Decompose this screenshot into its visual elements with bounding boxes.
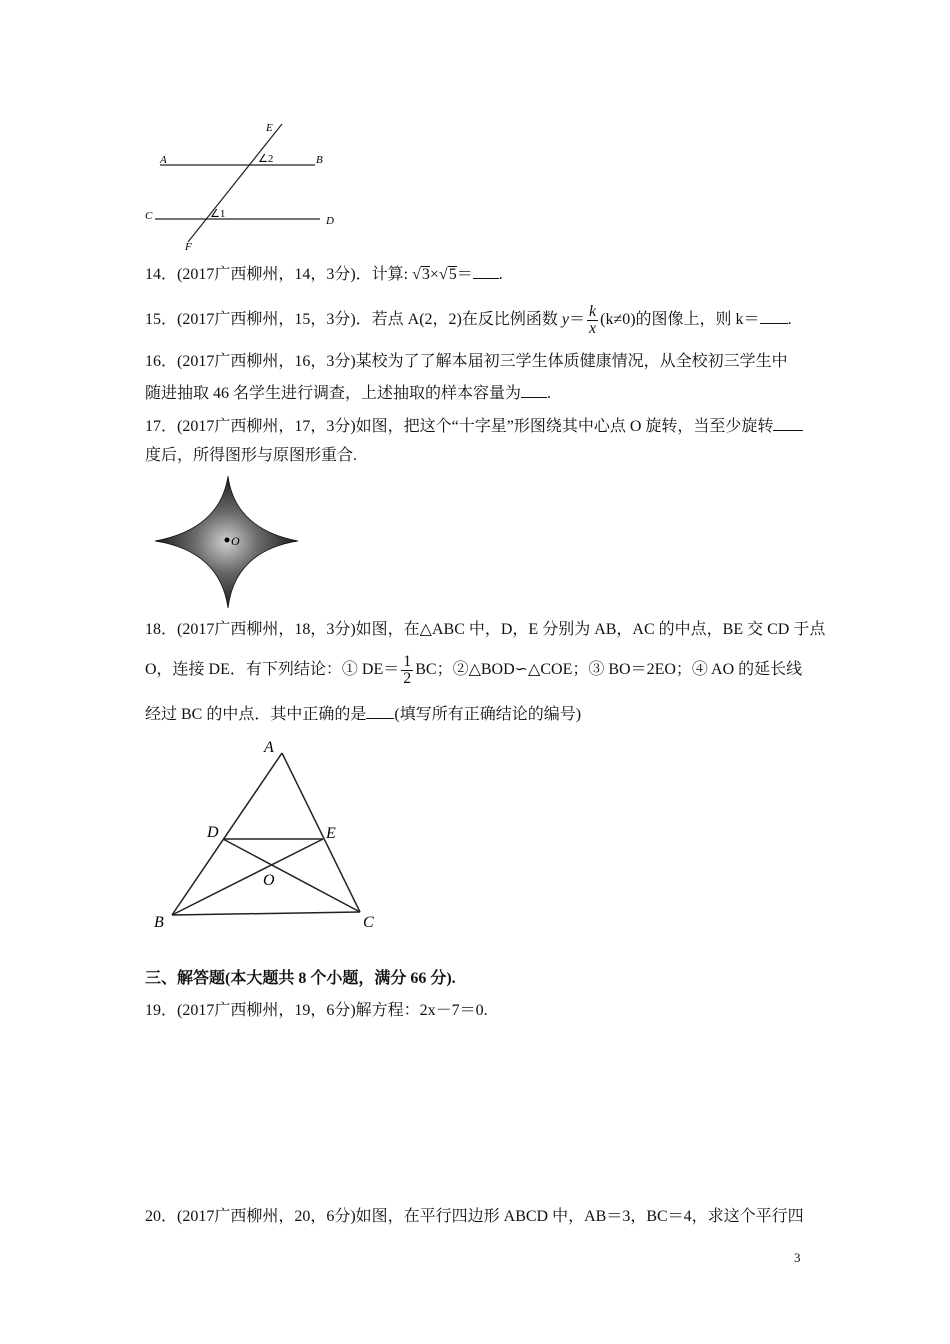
answer-blank-16: [521, 383, 547, 398]
question-16-line2: 随进抽取 46 名学生进行调查，上述抽取的样本容量为 .: [145, 385, 552, 402]
question-16-line1: 16．(2017广西柳州，16，3分)某校为了了解本届初三学生体质健康情况，从全校初三学生中: [145, 353, 788, 370]
side-ac: [282, 753, 360, 912]
question-15: 15．(2017广西柳州，15，3分)．若点 A(2，2)在反比例函数 y＝ $\frac{k}{x}$ (k≠0)的图像上，则 k＝ .: [145, 303, 792, 337]
page-number: 3: [794, 1250, 801, 1265]
question-19: 19．(2017广西柳州，19，6分)解方程：2x－7＝0.: [145, 1002, 488, 1019]
label-o-tri: O: [263, 872, 275, 889]
question-17-line2: 度后，所得图形与原图形重合.: [145, 447, 358, 464]
question-18-line3: 经过 BC 的中点．其中正确的是 (填写所有正确结论的编号): [145, 706, 582, 723]
sqrt-3: 3: [421, 266, 430, 283]
parallel-lines-figure: [140, 118, 350, 253]
label-c: C: [145, 210, 153, 222]
answer-blank-14: [473, 264, 499, 279]
label-d-tri: D: [207, 824, 219, 841]
label-a: A: [160, 154, 167, 166]
label-o-star: O: [231, 534, 240, 548]
segment-be: [172, 839, 323, 915]
label-b-tri: B: [154, 914, 164, 931]
section-3-heading: 三、解答题(本大题共 8 个小题，满分 66 分).: [145, 970, 456, 987]
answer-blank-17: [773, 416, 803, 431]
star-center-dot: [225, 538, 230, 543]
label-d: D: [326, 215, 334, 227]
question-18-line1: 18．(2017广西柳州，18，3分)如图，在△ABC 中，D，E 分别为 AB，AC 的中点，BE 交 CD 于点: [145, 621, 826, 638]
label-f: F: [185, 241, 192, 253]
label-e: E: [266, 122, 273, 134]
fraction-k-over-x: $\frac{k}{x}$: [589, 303, 597, 337]
label-b: B: [316, 154, 323, 166]
label-angle2: ∠2: [258, 153, 274, 165]
triangle-figure: [148, 735, 388, 935]
star-figure: [150, 474, 305, 610]
question-17-line1: 17．(2017广西柳州，17，3分)如图，把这个“十字星”形图绕其中心点 O 旋转，当至少旋转: [145, 416, 803, 438]
fraction-one-half: $\frac{1}{2}$: [403, 652, 412, 687]
line-ef: [188, 124, 282, 242]
side-ab: [172, 753, 282, 915]
sqrt-5: 5: [448, 266, 457, 283]
label-a-tri: A: [264, 739, 274, 756]
answer-blank-15: [760, 309, 788, 324]
label-c-tri: C: [363, 914, 374, 931]
question-14: 14．(2017广西柳州，14，3分)．计算: √3×√5＝ .: [145, 266, 503, 283]
segment-cd: [223, 839, 360, 912]
question-20: 20．(2017广西柳州，20，6分)如图，在平行四边形 ABCD 中，AB＝3，BC＝4，求这个平行四: [145, 1208, 804, 1225]
side-bc: [172, 912, 360, 915]
answer-blank-18: [366, 704, 394, 719]
question-18-line2: O，连接 DE．有下列结论：① DE＝ $\frac{1}{2}$ BC；②△BOD∽△COE；③ BO＝2EO；④ AO 的延长线: [145, 652, 803, 687]
label-e-tri: E: [326, 825, 336, 842]
label-angle1: ∠1: [210, 208, 226, 220]
